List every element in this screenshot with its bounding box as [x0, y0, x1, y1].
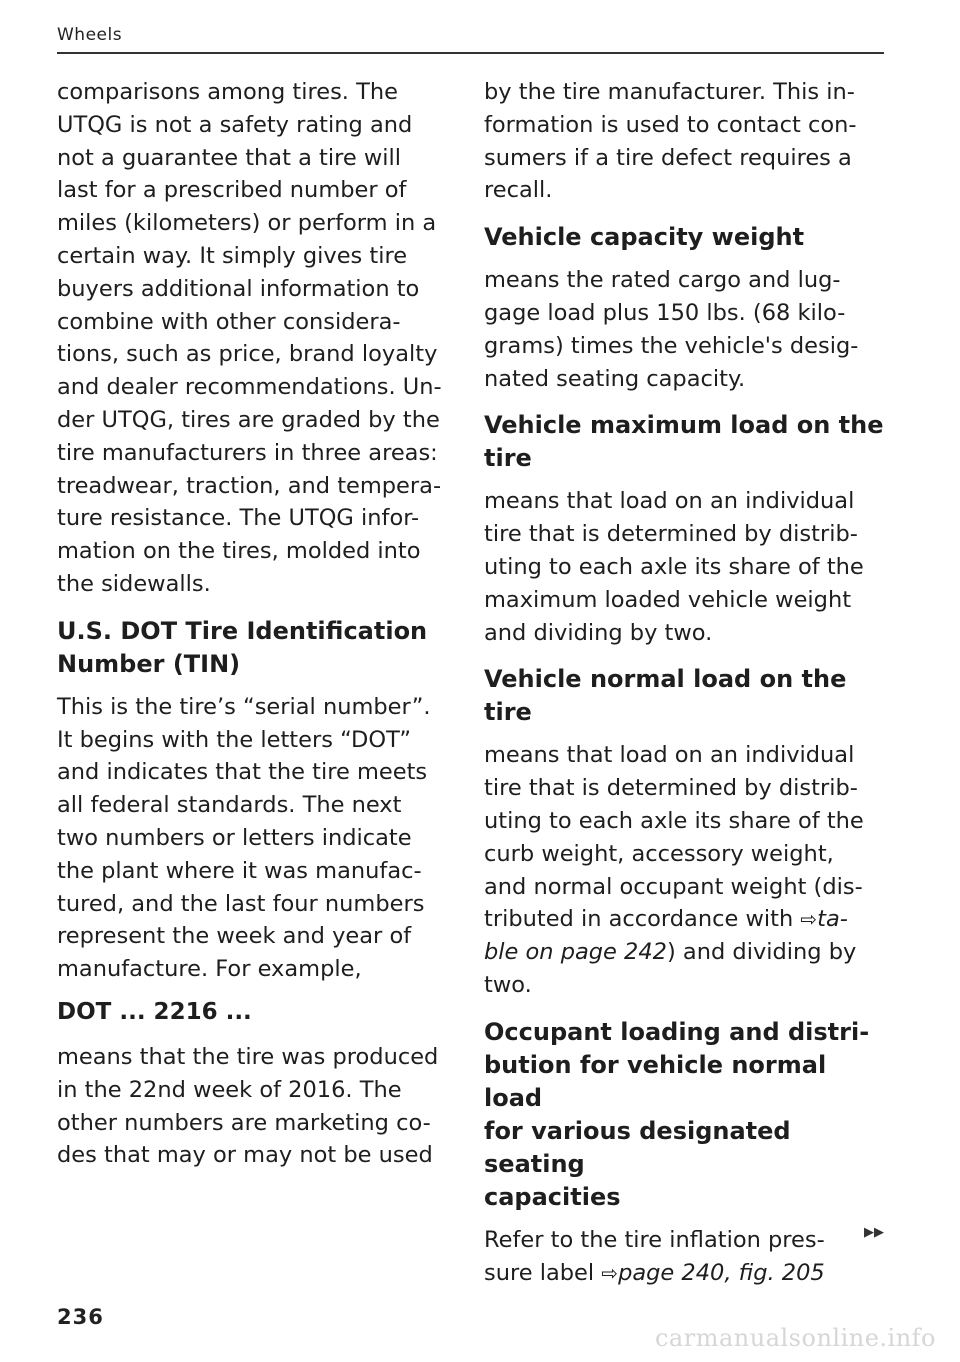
page-number: 236	[57, 1305, 104, 1329]
capacity-weight-paragraph: means the rated cargo and lug- gage load plus 150 lbs. (68 kilo- grams) times the vehicle's desig- nated seating capacity.	[484, 267, 859, 392]
tin-heading: U.S. DOT Tire Identification Number (TIN)	[57, 616, 428, 678]
dot-example: DOT ... 2216 ...	[57, 998, 252, 1025]
figure-link[interactable]: page 240, fig. 205	[618, 1259, 825, 1286]
section-header: Wheels	[57, 25, 123, 45]
table-link-continued[interactable]: ble on page 242	[484, 939, 667, 966]
capacity-weight-heading: Vehicle capacity weight	[484, 223, 805, 252]
watermark: carmanualsonline.info	[654, 1324, 936, 1352]
manufacturer-paragraph: by the tire manufacturer. This in- formation is used to contact con- sumers if a tire defect requires a recall.	[484, 79, 857, 204]
tin-paragraph: This is the tire’s “serial number”. It begins with the letters “DOT” and indicates that the tire meets all federal standards. The next two numbers or letters indicate the plant where it was manufac- tured, and the last four numbers represent the week and year of manufacture. For example,	[57, 693, 431, 983]
max-load-heading: Vehicle maximum load on the tire	[484, 411, 884, 473]
occupant-loading-heading: Occupant loading and distri- bution for vehicle normal load for various designated seating capacities	[484, 1017, 870, 1211]
xref-arrow-icon: ⇨	[800, 907, 818, 932]
right-column	[484, 76, 884, 1289]
utqg-paragraph: comparisons among tires. The UTQG is not a safety rating and not a guarantee that a tire will last for a prescribed number of miles (kilometers) or perform in a certain way. It simply gives tire buyers additional information to combine with other considera- tions, such as price, brand loyalty and dealer recommendations. Un- der UTQG, tires are graded by the tire manufacturers in three areas: treadwear, traction, and tempera- ture resistance. The UTQG infor- mation on the tires, molded into the sidewalls.	[57, 79, 442, 597]
left-column	[57, 76, 457, 1172]
header-rule	[57, 52, 884, 54]
normal-load-heading: Vehicle normal load on the tire	[484, 665, 847, 727]
xref-arrow-icon: ⇨	[601, 1260, 619, 1285]
table-link[interactable]: ta-	[817, 906, 848, 933]
continue-arrow-icon: ▶▶	[864, 1225, 884, 1240]
dot-meaning-paragraph: means that the tire was produced in the 22nd week of 2016. The other numbers are marketing co- des that may or may not be used	[57, 1043, 439, 1169]
max-load-paragraph: means that load on an individual tire that is determined by distrib- uting to each axle its share of the maximum loaded vehicle weight and dividing by two.	[484, 488, 864, 646]
occupant-loading-paragraph: Refer to the tire inflation pres- sure label ⇨page 240, fig. 205	[484, 1226, 825, 1286]
normal-load-paragraph: means that load on an individual tire that is determined by distrib- uting to each axle its share of the curb weight, accessory weight, and normal occupant weight (dis- tributed in accordance with ⇨ta- ble on page 242) and dividing by two.	[484, 742, 864, 998]
